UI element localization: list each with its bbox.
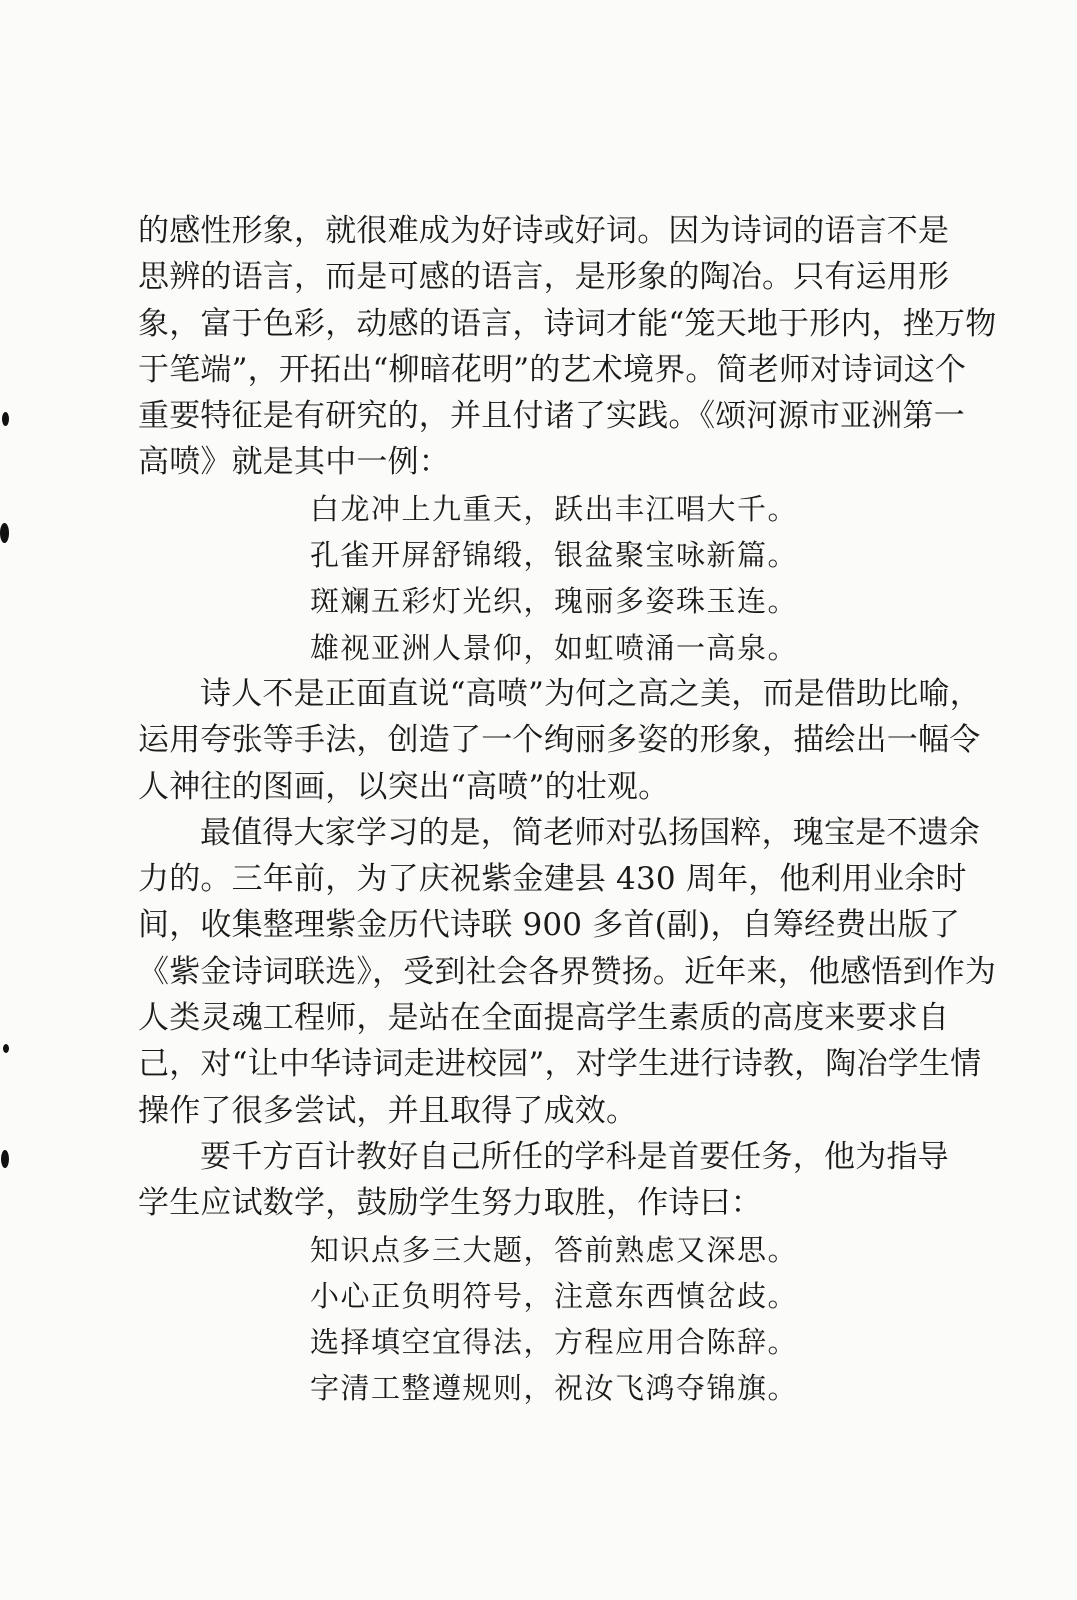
poem-verse: 白龙冲上九重天，跃出丰江唱大千。 xyxy=(310,491,799,526)
text-line: 运用夸张等手法，创造了一个绚丽多姿的形象，描绘出一幅令 xyxy=(138,722,981,759)
poem-verse: 选择填空宜得法，方程应用合陈辞。 xyxy=(310,1325,799,1360)
text-line: 学生应试数学，鼓励学生努力取胜，作诗曰： xyxy=(138,1185,762,1222)
scan-speck xyxy=(2,412,9,426)
scan-speck xyxy=(0,523,9,543)
text-line: 要千方百计教好自己所任的学科是首要任务，他为指导 xyxy=(200,1138,949,1175)
text-line: 象，富于色彩，动感的语言，诗词才能“笼天地于形内，挫万物 xyxy=(138,305,997,342)
text-line: 重要特征是有研究的，并且付诸了实践。《颂河源市亚洲第一 xyxy=(138,398,965,435)
poem-verse: 知识点多三大题，答前熟虑又深思。 xyxy=(310,1232,799,1267)
poem-verse: 斑斓五彩灯光织，瑰丽多姿珠玉连。 xyxy=(310,584,799,619)
text-line: 人类灵魂工程师，是站在全面提高学生素质的高度来要求自 xyxy=(138,1000,950,1037)
poem-high-fountain xyxy=(138,486,946,671)
text-line: 人神往的图画，以突出“高喷”的壮观。 xyxy=(138,768,670,805)
paragraph-4 xyxy=(138,1134,949,1227)
scan-speck xyxy=(3,1044,9,1053)
text-line: 间，收集整理紫金历代诗联 900 多首(副)，自筹经费出版了 xyxy=(138,907,961,944)
text-line: 力的。三年前，为了庆祝紫金建县 430 周年，他利用业余时 xyxy=(138,861,967,898)
text-line: 《紫金诗词联选》，受到社会各界赞扬。近年来，他感悟到作为 xyxy=(138,953,997,990)
scan-speck xyxy=(1,1150,9,1168)
text-line: 操作了很多尝试，并且取得了成效。 xyxy=(138,1092,638,1129)
paragraph-1 xyxy=(138,208,997,486)
text-line: 最值得大家学习的是，简老师对弘扬国粹，瑰宝是不遗余 xyxy=(200,814,980,851)
paragraph-2 xyxy=(138,671,981,810)
poem-verse: 字清工整遵规则，祝汝飞鸿夺锦旗。 xyxy=(310,1371,799,1406)
text-line: 诗人不是正面直说“高喷”为何之高之美，而是借助比喻， xyxy=(200,675,981,712)
text-line: 于笔端”，开拓出“柳暗花明”的艺术境界。简老师对诗词这个 xyxy=(138,351,967,388)
body-text xyxy=(138,208,997,1412)
text-line: 己，对“让中华诗词走进校园”，对学生进行诗教，陶冶学生情 xyxy=(138,1046,982,1083)
poem-verse: 小心正负明符号，注意东西慎岔歧。 xyxy=(310,1278,799,1313)
text-line: 高喷》就是其中一例： xyxy=(138,444,450,481)
paragraph-3 xyxy=(138,810,997,1134)
poem-verse: 雄视亚洲人景仰，如虹喷涌一高泉。 xyxy=(310,630,799,665)
poem-verse: 孔雀开屏舒锦缎，银盆聚宝咏新篇。 xyxy=(310,538,799,573)
text-line: 思辨的语言，而是可感的语言，是形象的陶冶。只有运用形 xyxy=(138,259,950,296)
poem-math-exam xyxy=(138,1227,946,1412)
text-line: 的感性形象，就很难成为好诗或好词。因为诗词的语言不是 xyxy=(138,213,950,249)
